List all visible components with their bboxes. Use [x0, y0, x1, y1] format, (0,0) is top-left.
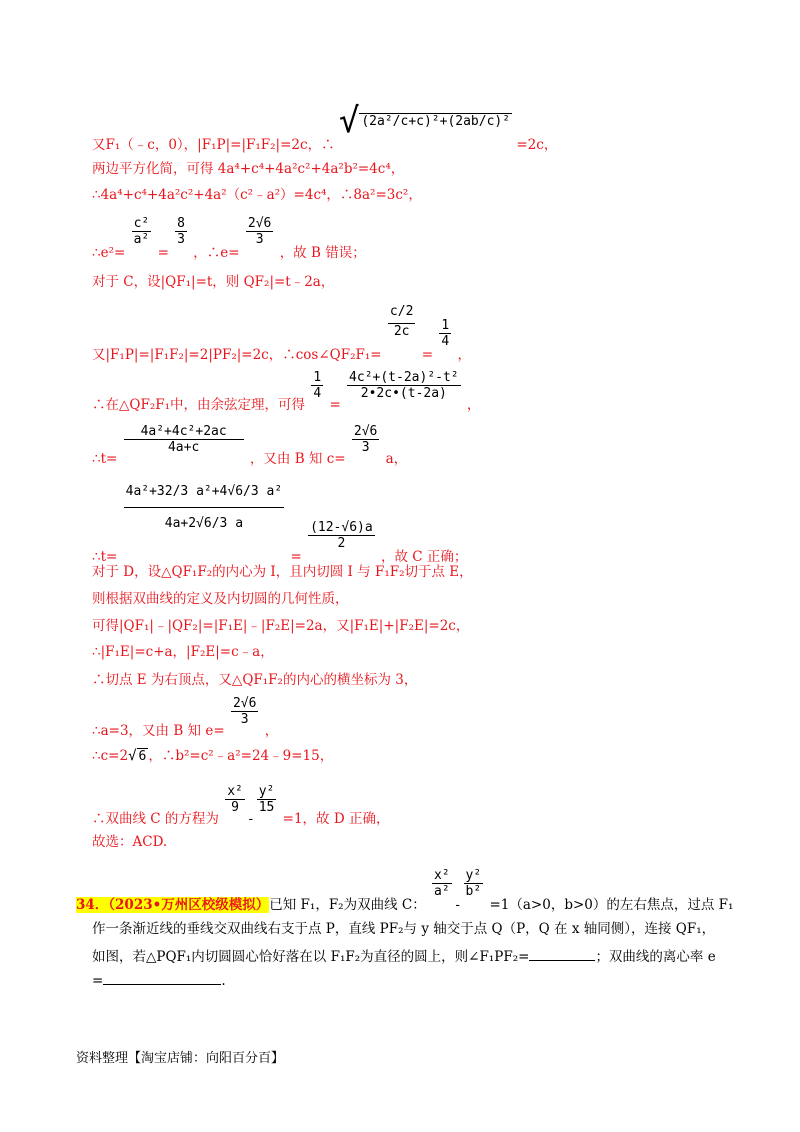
fraction-2root6-3: $\frac{2√6}{3}$	[247, 216, 272, 247]
equals-sign: =	[157, 245, 169, 261]
problem-line-3-prefix: 如图，若△PQF₁内切圆圆心恰好落在以 F₁F₂为直径的圆上，则∠F₁PF₂=	[92, 949, 530, 965]
fraction-t-expression: $\frac{\text{4a²+4c²+2ac}}{4a+c}$	[124, 424, 244, 455]
equals-sign: =	[421, 347, 434, 363]
problem-number-badge: 34．（2023•万州区校级模拟）	[76, 897, 270, 913]
solution-line-11: 则根据双曲线的定义及内切圆的几何性质，	[92, 591, 349, 607]
minus-sign: -	[246, 812, 255, 827]
fraction-2root6-3-b: $\frac{2√6}{3}$	[353, 424, 378, 455]
solution-line-3: ∴4a⁴+c⁴+4a²c²+4a²（c²﹣a²）=4c⁴，∴8a²=3c²，	[92, 187, 422, 203]
solution-line-14: ∴切点 E 为右顶点，又△QF₁F₂的内心的横坐标为 3，	[92, 672, 418, 688]
solution-line-17	[92, 774, 390, 827]
fraction-t-substituted: $\frac{\text{4a²+32/3 a²+4√6/3 a²}}{4a+2√6/3 a}$	[125, 484, 283, 531]
fraction-c2-a2: $\frac{\text{c²}}{\text{a²}}$	[133, 216, 150, 247]
solution-line-5: 对于 C，设|QF₁|=t，则 QF₂|=t﹣2a，	[92, 274, 335, 290]
line-16-prefix: ∴c=2	[92, 748, 129, 764]
minus-sign: -	[453, 898, 462, 913]
line-7-suffix: ，	[466, 397, 481, 413]
sqrt-radicand: (2a²/c+c)²+(2ab/c)²	[361, 113, 511, 129]
sqrt-expression: √ (2a²/c+c)²+(2ab/c)²	[338, 101, 511, 141]
line-4-prefix: ∴e²=	[92, 245, 126, 261]
problem-34-line-2: 作一条渐近线的垂线交双曲线右支于点 P，直线 PF₂与 y 轴交于点 Q（P，Q 在 x 轴同侧），连接 QF₁，	[92, 921, 716, 937]
line-6-prefix: 又|F₁P|=|F₁F₂|=2|PF₂|=2c，∴cos∠QF₂F₁=	[92, 347, 382, 363]
solution-line-1	[92, 95, 558, 153]
line-1-suffix: =2c，	[516, 136, 558, 153]
problem-34-line-4	[92, 973, 226, 989]
fraction-1-4-b: $\frac{1}{4}$	[313, 370, 322, 401]
fraction-8-3: $\frac{8}{3}$	[177, 216, 185, 247]
fraction-c2-2c: $\frac{c/2}{2c}$	[389, 304, 414, 339]
fraction-y2-b2: $\frac{\text{y²}}{\text{b²}}$	[465, 868, 482, 899]
problem-text-prefix: 已知 F₁，F₂为双曲线 C：	[269, 897, 426, 913]
problem-line-3-suffix: ；双曲线的离心率 e	[595, 949, 716, 965]
solution-line-16: ∴c=2√ 6 ，∴b²=c²﹣a²=24﹣9=15，	[92, 748, 334, 764]
solution-line-9	[92, 472, 468, 565]
equals-sign: =	[329, 397, 341, 413]
line-4-mid: ，∴e=	[193, 245, 240, 261]
line-6-suffix: ，	[457, 347, 471, 363]
fraction-t-result: $\frac{(12-√6)a}{2}$	[310, 520, 373, 551]
solution-line-18: 故选：ACD.	[92, 834, 168, 850]
fraction-2root6-3-c: $\frac{2√6}{3}$	[232, 696, 257, 727]
fraction-y2-15: $\frac{\text{y²}}{15}$	[258, 784, 275, 815]
line-1-prefix: 又F₁（﹣c，0），|F₁P|=|F₁F₂|=2c，∴	[92, 136, 335, 153]
line-9-prefix: ∴t=	[92, 549, 118, 565]
solution-line-13: ∴|F₁E|=c+a，|F₂E|=c﹣a，	[92, 644, 274, 660]
fraction-1-4: $\frac{1}{4}$	[441, 318, 450, 349]
line-17-prefix: ∴双曲线 C 的方程为	[92, 811, 219, 827]
equals-sign: =	[290, 549, 302, 565]
line-15-suffix: ，	[264, 723, 279, 739]
line-4-suffix: ，故 B 错误；	[279, 245, 366, 261]
line-16-suffix: ，∴b²=c²﹣a²=24﹣9=15，	[148, 748, 334, 764]
solution-line-2: 两边平方化简，可得 4a⁴+c⁴+4a²c²+4a²b²=4c⁴，	[92, 161, 405, 177]
solution-line-8	[92, 418, 408, 467]
line-8-suffix: a，	[385, 451, 408, 467]
problem-text-suffix: =1（a>0，b>0）的左右焦点，过点 F₁	[489, 897, 734, 913]
solution-line-7	[92, 362, 481, 413]
problem-34-line-1	[76, 848, 734, 913]
problem-line-4-suffix: .	[221, 973, 226, 989]
solution-line-15	[92, 690, 279, 739]
line-8-mid: ，又由 B 知 c=	[249, 451, 346, 467]
line-15-prefix: ∴a=3，又由 B 知 e=	[92, 723, 225, 739]
fraction-cosine-law: $\frac{\text{4c²+(t-2a)²-t²}}{2•2c•(t-2a)}$	[349, 370, 459, 401]
solution-line-6	[92, 298, 471, 363]
line-9-suffix: ，故 C 正确；	[381, 549, 468, 565]
fraction-x2-a2: $\frac{\text{x²}}{\text{a²}}$	[434, 868, 450, 899]
problem-34-line-3	[92, 945, 716, 965]
line-7-prefix: ∴在△QF₂F₁中，由余弦定理，可得	[92, 397, 306, 413]
answer-blank-angle[interactable]	[529, 960, 595, 961]
solution-line-12: 可得|QF₁|﹣|QF₂|=|F₁E|﹣|F₂E|=2a，又|F₁E|+|F₂E|=2c，	[92, 618, 470, 634]
sqrt-6: 6	[138, 749, 147, 764]
solution-line-4	[92, 208, 366, 261]
fraction-x2-9: $\frac{\text{x²}}{9}$	[227, 784, 243, 815]
solution-line-10: 对于 D，设△QF₁F₂的内心为 I，且内切圆 I 与 F₁F₂切于点 E，	[92, 564, 473, 580]
line-8-prefix: ∴t=	[92, 451, 118, 467]
problem-line-4-prefix: =	[92, 973, 104, 989]
line-17-suffix: =1，故 D 正确，	[282, 811, 390, 827]
answer-blank-eccentricity[interactable]	[103, 984, 221, 985]
page-footer: 资料整理【淘宝店铺：向阳百分百】	[76, 1051, 285, 1066]
